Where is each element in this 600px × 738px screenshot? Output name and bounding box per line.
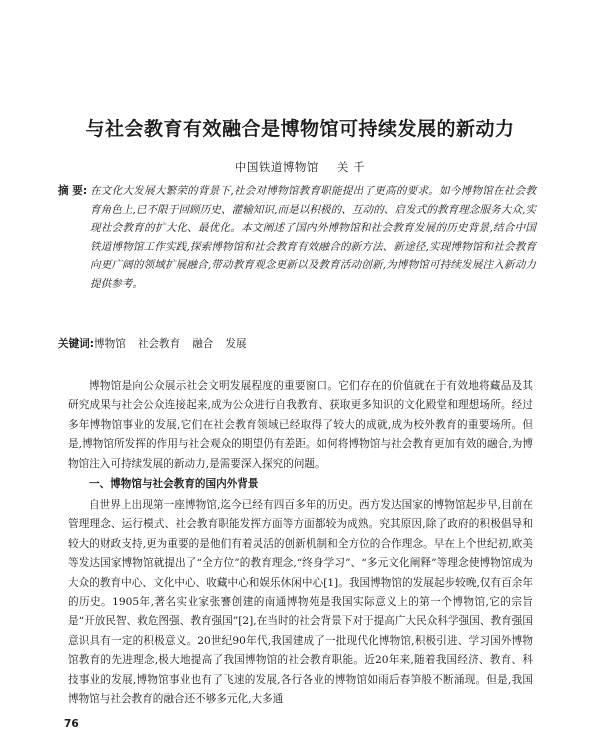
keyword: 发展 (225, 338, 247, 350)
abstract-label: 摘 要: (58, 185, 88, 197)
keyword: 社会教育 (137, 338, 181, 350)
section-heading: 一、博物馆与社会教育的国内外背景 (89, 478, 259, 490)
keyword: 博物馆 (94, 338, 126, 350)
author-name: 关 千 (336, 160, 366, 174)
keywords (58, 336, 259, 351)
abstract-text: 在文化大发展大繁荣的背景下,社会对博物馆教育职能提出了更高的要求。如今博物馆在社会教育角色上,已不限于回顾历史、灌输知识,而是以积极的、互动的、启发式的教育理念服务大众,实现社会教育的扩大化、最优化。本文阐述了国内外博物馆和社会教育发展的历史背景,结合中国铁道博物馆工作实践,探索博物馆和社会教育有效融合的新方法、新途径,实现博物馆和社会教育向更广阔的领域扩展融合,带动教育观念更新以及教育活动创新,为博物馆可持续发展注入新动力提供参考。 (90, 185, 536, 290)
keyword: 融合 (192, 338, 214, 350)
page-number: 76 (64, 718, 79, 730)
section-paragraph: 自世界上出现第一座博物馆,迄今已经有四百多年的历史。西方发达国家的博物馆起步早,目前在管理理念、运行模式、社会教育职能发挥方面等方面都较为成熟。究其原因,除了政府的积极倡导和较大的财政支持,更为重要的是他们有着灵活的创新机制和全方位的合作理念。早在上个世纪初,欧美等发达国家博物馆就提出了“全方位”的教育理念,“终身学习”、“多元文化阐释”等理念使博物馆成为大众的教育中心、文化中心、收藏中心和娱乐休闲中心[1]。我国博物馆的发展起步较晚,仅有百余年的历史。1905年,著名实业家张謇创建的南通博物苑是我国实际意义上的第一个博物馆,它的宗旨是“开放民智、救危图强、教育强国”[2],在当时的社会背景下对于提高广大民众科学强国、教育强国意识具有一定的积极意义。20世纪90年代,我国建成了一批现代化博物馆,积极引进、学习国外博物馆教育的先进理念,极大地提高了我国博物馆的社会教育职能。近20年来,随着我国经济、教育、科技事业的发展,博物馆事业也有了飞速的发展,各行各业的博物馆如雨后春笋般不断涌现。但是,我国博物馆与社会教育的融合还不够多元化,大多通 (68, 499, 533, 706)
intro-paragraph: 博物馆是向公众展示社会文明发展程度的重要窗口。它们存在的价值就在于有效地将藏品及其研究成果与社会公众连接起来,成为公众进行自我教育、获取更多知识的文化殿堂和理想场所。经过多年博物馆事业的发展,它们在社会教育领域已经取得了较大的成就,成为校外教育的重要场所。但是,博物馆所发挥的作用与社会观众的期望仍有差距。如何将博物馆与社会教育更加有效的融合,为博物馆注入可持续发展的新动力,是需要深入探究的问题。 (68, 380, 533, 470)
author-affiliation: 中国铁道博物馆 (234, 160, 319, 174)
article-title: 与社会教育有效融合是博物馆可持续发展的新动力 (85, 118, 515, 140)
author-line (0, 159, 600, 175)
keywords-label: 关键词: (58, 338, 95, 350)
abstract (58, 182, 536, 294)
